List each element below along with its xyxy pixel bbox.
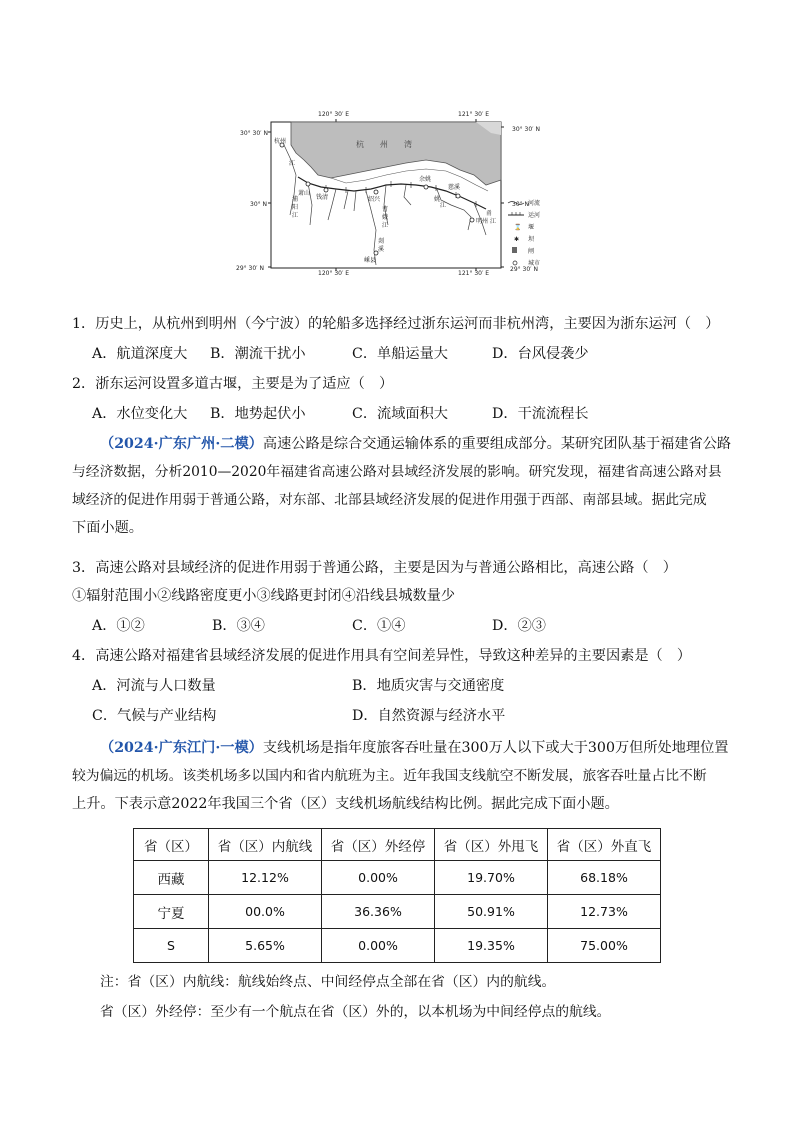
- legend-sluice-symbol: [512, 247, 517, 253]
- q3-option-b: B．③④: [212, 618, 265, 634]
- passage-2-line-1: [100, 738, 728, 758]
- river-char-2: 曹: [382, 206, 389, 213]
- river-char-10: 阳: [292, 204, 299, 211]
- passage-1-line-4: 下面小题。: [72, 520, 143, 536]
- river-char-6: 江: [440, 202, 447, 209]
- airline-structure-table: [133, 828, 661, 963]
- table-row: [134, 861, 661, 895]
- table-cell: 50.91%: [435, 895, 548, 929]
- table-note-1: 注：省（区）内航线：航线始终点、中间经停点全部在省（区）内的航线。: [100, 974, 556, 990]
- table-cell: 19.35%: [435, 929, 548, 963]
- q4-option-a: A．河流与人口数量: [92, 678, 216, 694]
- place-cixi: 慈溪: [448, 184, 461, 191]
- table-header: 省（区）外直飞: [548, 829, 661, 861]
- passage-1-text-1: 高速公路是综合交通运输体系的重要组成部分。某研究团队基于福建省公路: [262, 436, 732, 452]
- table-header: 省（区）外经停: [322, 829, 435, 861]
- table-cell: 宁夏: [134, 895, 209, 929]
- table-cell: 12.73%: [548, 895, 661, 929]
- table-header: 省（区）外甩飞: [435, 829, 548, 861]
- place-qianqing: 钱清: [316, 194, 329, 201]
- canal-map: [236, 105, 566, 277]
- table-header: 省（区）: [134, 829, 209, 861]
- q1-option-d: D．台风侵袭少: [492, 346, 589, 362]
- table-cell: 75.00%: [548, 929, 661, 963]
- passage-2-line-3: 上升。下表示意2022年我国三个省（区）支线机场航线结构比例。据此完成下面小题。: [72, 796, 619, 812]
- passage-2-line-2: 较为偏远的机场。该类机场多以国内和省内航班为主。近年我国支线航空不断发展，旅客吞吐量占比不断: [72, 768, 707, 784]
- place-hangzhou: 杭州: [274, 138, 287, 145]
- lat-label-right-2: 30° N: [512, 201, 530, 208]
- legend-weir: 堰: [528, 224, 535, 231]
- river-char-11: 江: [292, 212, 299, 219]
- question-3-choices: ①辐射范围小②线路密度更小③线路更封闭④沿线县城数量少: [72, 588, 456, 604]
- passage-2-source: （2024·广东江门·一模）: [100, 740, 263, 756]
- bay-label: 杭 州 湾: [356, 140, 412, 149]
- legend-dam: 坝: [528, 236, 535, 243]
- table-note-2: 省（区）外经停：至少有一个航点在省（区）外的，以本机场为中间经停点的航线。: [100, 1004, 611, 1020]
- lon-label-top-1: 120° 30′ E: [318, 111, 350, 118]
- table-row: [134, 895, 661, 929]
- question-3-stem: 3．高速公路对县域经济的促进作用弱于普通公路，主要是因为与普通公路相比，高速公路（ ）: [72, 560, 677, 576]
- zhedong-canal: [298, 177, 486, 209]
- q2-option-a: A．水位变化大: [92, 406, 188, 422]
- river-char-5: 姚: [434, 196, 441, 203]
- river-char-4: 江: [382, 222, 389, 229]
- canal-map-figure: [236, 105, 566, 277]
- table-cell: 00.0%: [209, 895, 322, 929]
- q3-option-c: C．①④: [352, 618, 406, 634]
- lon-label-bottom-1: 120° 30′ E: [318, 270, 350, 277]
- lat-label-right-1: 30° 30′ N: [512, 126, 540, 133]
- legend-canal: 运河: [528, 212, 541, 219]
- q2-option-d: D．干流流程长: [492, 406, 589, 422]
- place-mingzhou: 明州: [476, 218, 489, 225]
- place-yuyao: 余姚: [419, 176, 432, 183]
- q4-option-b: B．地质灾害与交通密度: [352, 678, 505, 694]
- lon-label-bottom-2: 121° 30′ E: [458, 270, 490, 277]
- table-cell: 68.18%: [548, 861, 661, 895]
- lat-label-left-1: 30° 30′ N: [240, 130, 268, 137]
- q4-option-c: C．气候与产业结构: [92, 708, 217, 724]
- river-char-1: 江: [289, 160, 296, 167]
- place-xiaoshan: 萧山: [298, 190, 311, 197]
- table-cell: 0.00%: [322, 861, 435, 895]
- river-char-8: 江: [490, 218, 497, 225]
- lat-label-right-3: 29° 30′ N: [510, 266, 538, 273]
- question-2-stem: 2．浙东运河设置多道古堰，主要是为了适应（ ）: [72, 376, 394, 392]
- q4-option-d: D．自然资源与经济水平: [352, 708, 506, 724]
- map-legend: [508, 199, 540, 267]
- legend-river: 河流: [528, 200, 541, 207]
- legend-dam-symbol: ✱: [514, 236, 520, 243]
- passage-1-line-2: 与经济数据，分析2010—2020年福建省高速公路对县域经济发展的影响。研究发现，福建省高速公路对县: [72, 464, 722, 480]
- table-header-row: [134, 829, 661, 861]
- place-shengxian: 嵊县: [364, 257, 377, 264]
- table-cell: 36.36%: [322, 895, 435, 929]
- table-row: [134, 929, 661, 963]
- passage-2-text-1: 支线机场是指年度旅客吞吐量在300万人以下或大于300万但所处地理位置: [262, 740, 729, 756]
- table-cell: 0.00%: [322, 929, 435, 963]
- table-cell: 19.70%: [435, 861, 548, 895]
- question-4-stem: 4．高速公路对福建省县域经济发展的促进作用具有空间差异性，导致这种差异的主要因素是（ ）: [72, 648, 692, 664]
- legend-city: 城市: [528, 260, 541, 267]
- question-1-stem: 1．历史上，从杭州到明州（今宁波）的轮船多选择经过浙东运河而非杭州湾，主要因为浙东运河（ ）: [72, 316, 720, 332]
- q2-option-c: C．流域面积大: [352, 406, 448, 422]
- table-cell: 12.12%: [209, 861, 322, 895]
- lon-label-top-2: 121° 30′ E: [458, 111, 490, 118]
- q1-option-c: C．单船运量大: [352, 346, 448, 362]
- river-char-9: 浦: [292, 196, 299, 203]
- legend-sluice: 闸: [528, 248, 535, 255]
- passage-1-line-1: [100, 434, 731, 454]
- lat-label-left-2: 30° N: [250, 201, 268, 208]
- q1-option-a: A．航道深度大: [92, 346, 188, 362]
- table-header: 省（区）内航线: [209, 829, 322, 861]
- lat-label-left-3: 29° 30′ N: [236, 265, 264, 272]
- table-cell: 西藏: [134, 861, 209, 895]
- river-char-12: 剡: [378, 238, 385, 245]
- q3-option-d: D．②③: [492, 618, 546, 634]
- river-char-3: 娥: [382, 214, 389, 221]
- place-shaoxing: 绍兴: [368, 196, 381, 203]
- legend-city-symbol: [513, 261, 517, 265]
- q1-option-b: B．潮流干扰小: [210, 346, 306, 362]
- table-cell: 5.65%: [209, 929, 322, 963]
- river-char-7: 甬: [486, 210, 493, 217]
- table-cell: S: [134, 929, 209, 963]
- passage-1-line-3: 域经济的促进作用弱于普通公路，对东部、北部县域经济发展的促进作用强于西部、南部县域。据此完成: [72, 492, 707, 508]
- q3-option-a: A．①②: [92, 618, 145, 634]
- passage-1-source: （2024·广东广州·二模）: [100, 436, 263, 452]
- hangzhou-bay: [291, 122, 501, 185]
- river-char-13: 溪: [378, 246, 385, 253]
- q2-option-b: B．地势起伏小: [210, 406, 306, 422]
- legend-weir-symbol: ⌛: [514, 224, 522, 231]
